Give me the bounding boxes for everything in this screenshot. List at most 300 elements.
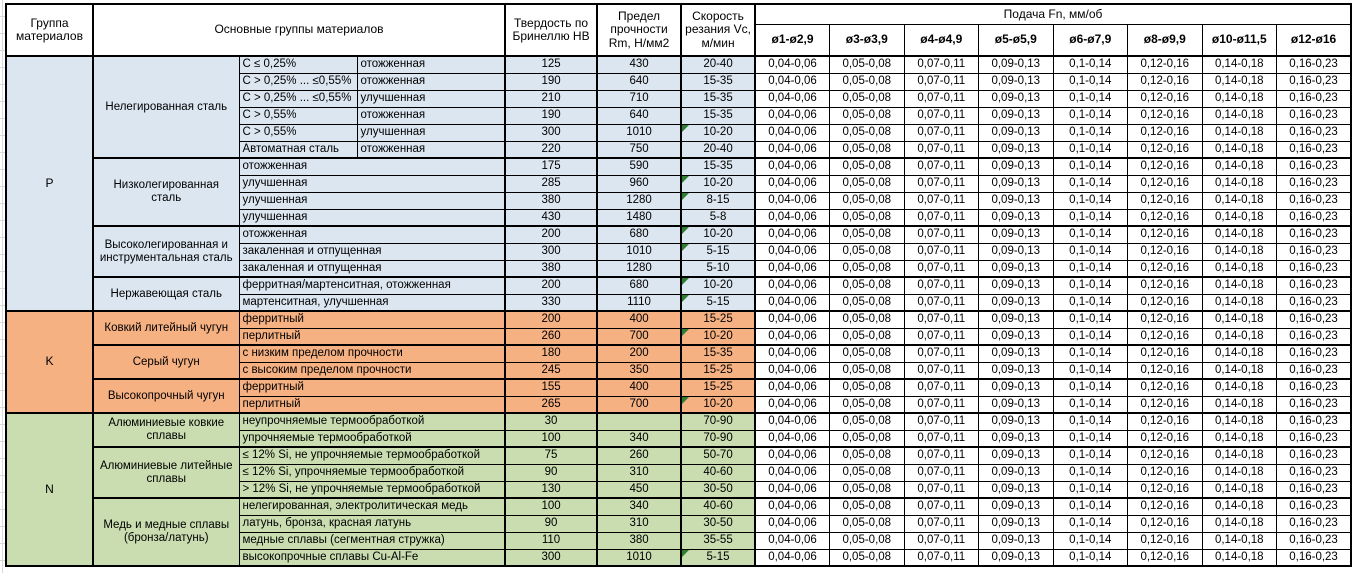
cell-hardness-hb[interactable]: 300 [505,549,597,566]
cell-feed[interactable]: 0,12-0,16 [1128,498,1203,515]
cell-feed[interactable]: 0,12-0,16 [1128,209,1203,226]
cell-strength-rm[interactable]: 400 [597,379,681,396]
cell-feed[interactable]: 0,12-0,16 [1128,328,1203,345]
cell-hardness-hb[interactable]: 190 [505,107,597,124]
cell-feed[interactable]: 0,07-0,11 [904,328,979,345]
cell-feed[interactable]: 0,16-0,23 [1277,90,1352,107]
cell-feed[interactable]: 0,16-0,23 [1277,107,1352,124]
cell-feed[interactable]: 0,12-0,16 [1128,396,1203,413]
cell-feed[interactable]: 0,09-0,13 [979,532,1054,549]
cell-feed[interactable]: 0,16-0,23 [1277,447,1352,464]
cell-feed[interactable]: 0,09-0,13 [979,481,1054,498]
cell-feed[interactable]: 0,1-0,14 [1053,481,1128,498]
cell-feed[interactable]: 0,16-0,23 [1277,362,1352,379]
cell-feed[interactable]: 0,04-0,06 [755,124,830,141]
cell-feed[interactable]: 0,05-0,08 [830,549,905,566]
cell-speed-vc[interactable]: 10-20 [681,124,755,141]
cell-feed[interactable]: 0,07-0,11 [904,481,979,498]
cell-strength-rm[interactable]: 700 [597,328,681,345]
cell-feed[interactable]: 0,07-0,11 [904,430,979,447]
cell-feed[interactable]: 0,12-0,16 [1128,90,1203,107]
cell-strength-rm[interactable]: 310 [597,464,681,481]
cell-feed[interactable]: 0,14-0,18 [1202,549,1277,566]
cell-feed[interactable]: 0,04-0,06 [755,379,830,396]
cell-strength-rm[interactable]: 700 [597,396,681,413]
cell-feed[interactable]: 0,09-0,13 [979,379,1054,396]
cell-hardness-hb[interactable]: 245 [505,362,597,379]
cell-feed[interactable]: 0,07-0,11 [904,396,979,413]
cell-feed[interactable]: 0,04-0,06 [755,345,830,362]
cell-hardness-hb[interactable]: 210 [505,90,597,107]
cell-strength-rm[interactable]: 260 [597,447,681,464]
cell-feed[interactable]: 0,14-0,18 [1202,107,1277,124]
cell-feed[interactable]: 0,09-0,13 [979,56,1054,73]
cell-speed-vc[interactable]: 10-20 [681,277,755,294]
cell-feed[interactable]: 0,1-0,14 [1053,141,1128,158]
cell-feed[interactable]: 0,1-0,14 [1053,498,1128,515]
cell-feed[interactable]: 0,07-0,11 [904,141,979,158]
cell-feed[interactable]: 0,07-0,11 [904,464,979,481]
cell-strength-rm[interactable]: 1280 [597,260,681,277]
cell-speed-vc[interactable]: 10-20 [681,396,755,413]
cell-strength-rm[interactable]: 1010 [597,549,681,566]
cell-feed[interactable]: 0,12-0,16 [1128,107,1203,124]
cell-feed[interactable]: 0,09-0,13 [979,243,1054,260]
cell-description[interactable]: перлитный [239,328,505,345]
cell-feed[interactable]: 0,05-0,08 [830,243,905,260]
cell-feed[interactable]: 0,07-0,11 [904,498,979,515]
cell-feed[interactable]: 0,16-0,23 [1277,413,1352,430]
cell-description[interactable]: нелегированная, электролитическая медь [239,498,505,515]
cell-description[interactable]: ферритная/мартенситная, отожженная [239,277,505,294]
cell-speed-vc[interactable]: 30-50 [681,481,755,498]
header-cutting-speed[interactable]: Скорость резания Vc, м/мин [681,4,755,56]
cell-feed[interactable]: 0,05-0,08 [830,447,905,464]
cell-feed[interactable]: 0,14-0,18 [1202,447,1277,464]
cell-speed-vc[interactable]: 15-25 [681,379,755,396]
cell-feed[interactable]: 0,12-0,16 [1128,362,1203,379]
cell-feed[interactable]: 0,14-0,18 [1202,90,1277,107]
cell-state[interactable]: улучшенная [357,90,505,107]
cell-description[interactable]: ≤ 12% Si, не упрочняемые термообработкой [239,447,505,464]
cell-feed[interactable]: 0,16-0,23 [1277,396,1352,413]
cell-feed[interactable]: 0,1-0,14 [1053,243,1128,260]
cell-feed[interactable]: 0,1-0,14 [1053,362,1128,379]
cell-variant[interactable]: Автоматная сталь [239,141,357,158]
cell-variant[interactable]: C > 0,25% ... ≤0,55% [239,73,357,90]
cell-strength-rm[interactable]: 680 [597,277,681,294]
cell-description[interactable]: отожженная [239,226,505,243]
cell-strength-rm[interactable]: 310 [597,515,681,532]
cell-description[interactable]: медные сплавы (сегментная стружка) [239,532,505,549]
cell-feed[interactable]: 0,14-0,18 [1202,515,1277,532]
cell-feed[interactable]: 0,09-0,13 [979,107,1054,124]
cell-hardness-hb[interactable]: 100 [505,498,597,515]
cell-feed[interactable]: 0,16-0,23 [1277,243,1352,260]
cell-speed-vc[interactable]: 10-20 [681,175,755,192]
cell-feed[interactable]: 0,07-0,11 [904,209,979,226]
cell-feed[interactable]: 0,12-0,16 [1128,379,1203,396]
cell-feed[interactable]: 0,05-0,08 [830,328,905,345]
material-block-cell[interactable]: Серый чугун [93,345,239,379]
cell-hardness-hb[interactable]: 130 [505,481,597,498]
cell-feed[interactable]: 0,05-0,08 [830,430,905,447]
cell-feed[interactable]: 0,16-0,23 [1277,328,1352,345]
cell-feed[interactable]: 0,12-0,16 [1128,226,1203,243]
cell-feed[interactable]: 0,05-0,08 [830,209,905,226]
cell-feed[interactable]: 0,04-0,06 [755,158,830,175]
cell-feed[interactable]: 0,09-0,13 [979,464,1054,481]
cell-hardness-hb[interactable]: 175 [505,158,597,175]
cell-feed[interactable]: 0,09-0,13 [979,175,1054,192]
cell-feed[interactable]: 0,16-0,23 [1277,549,1352,566]
cell-feed[interactable]: 0,05-0,08 [830,124,905,141]
header-tensile-strength[interactable]: Предел прочности Rm, Н/мм2 [597,4,681,56]
cell-strength-rm[interactable] [597,413,681,430]
cell-hardness-hb[interactable]: 180 [505,345,597,362]
cell-strength-rm[interactable]: 200 [597,345,681,362]
cell-feed[interactable]: 0,07-0,11 [904,447,979,464]
cell-strength-rm[interactable]: 450 [597,481,681,498]
cell-state[interactable]: улучшенная [357,124,505,141]
cell-feed[interactable]: 0,14-0,18 [1202,430,1277,447]
cell-strength-rm[interactable]: 640 [597,73,681,90]
cell-speed-vc[interactable]: 40-60 [681,464,755,481]
cell-feed[interactable]: 0,16-0,23 [1277,430,1352,447]
header-feed-diameter-8[interactable]: ø12-ø16 [1277,24,1352,56]
cell-speed-vc[interactable]: 15-35 [681,345,755,362]
cell-feed[interactable]: 0,05-0,08 [830,175,905,192]
cell-feed[interactable]: 0,04-0,06 [755,430,830,447]
header-feed-diameter-6[interactable]: ø8-ø9,9 [1128,24,1203,56]
cell-feed[interactable]: 0,04-0,06 [755,56,830,73]
cell-feed[interactable]: 0,12-0,16 [1128,56,1203,73]
cell-feed[interactable]: 0,1-0,14 [1053,175,1128,192]
cell-feed[interactable]: 0,14-0,18 [1202,158,1277,175]
cell-strength-rm[interactable]: 340 [597,430,681,447]
cell-speed-vc[interactable]: 50-70 [681,447,755,464]
cell-feed[interactable]: 0,16-0,23 [1277,277,1352,294]
cell-feed[interactable]: 0,05-0,08 [830,498,905,515]
cell-hardness-hb[interactable]: 265 [505,396,597,413]
cell-feed[interactable]: 0,09-0,13 [979,192,1054,209]
cell-speed-vc[interactable]: 15-35 [681,73,755,90]
cell-hardness-hb[interactable]: 30 [505,413,597,430]
cell-feed[interactable]: 0,09-0,13 [979,124,1054,141]
cell-feed[interactable]: 0,09-0,13 [979,328,1054,345]
cell-feed[interactable]: 0,14-0,18 [1202,396,1277,413]
cell-feed[interactable]: 0,09-0,13 [979,73,1054,90]
cell-hardness-hb[interactable]: 200 [505,311,597,328]
cell-feed[interactable]: 0,05-0,08 [830,481,905,498]
cell-speed-vc[interactable]: 15-25 [681,362,755,379]
cell-feed[interactable]: 0,05-0,08 [830,277,905,294]
cell-speed-vc[interactable]: 5-15 [681,294,755,311]
cell-feed[interactable]: 0,1-0,14 [1053,311,1128,328]
cell-strength-rm[interactable]: 960 [597,175,681,192]
cell-feed[interactable]: 0,04-0,06 [755,481,830,498]
cell-feed[interactable]: 0,04-0,06 [755,175,830,192]
cell-strength-rm[interactable]: 1010 [597,243,681,260]
group-cell-N[interactable]: N [6,413,93,566]
cell-feed[interactable]: 0,05-0,08 [830,532,905,549]
cell-feed[interactable]: 0,16-0,23 [1277,515,1352,532]
cell-feed[interactable]: 0,07-0,11 [904,277,979,294]
cell-feed[interactable]: 0,14-0,18 [1202,328,1277,345]
cell-speed-vc[interactable]: 10-20 [681,226,755,243]
cell-feed[interactable]: 0,12-0,16 [1128,345,1203,362]
cell-hardness-hb[interactable]: 300 [505,243,597,260]
header-feed-diameter-2[interactable]: ø3-ø3,9 [830,24,905,56]
cell-feed[interactable]: 0,07-0,11 [904,192,979,209]
cell-feed[interactable]: 0,04-0,06 [755,464,830,481]
cell-feed[interactable]: 0,09-0,13 [979,413,1054,430]
cell-feed[interactable]: 0,05-0,08 [830,311,905,328]
cell-feed[interactable]: 0,12-0,16 [1128,124,1203,141]
cell-strength-rm[interactable]: 340 [597,498,681,515]
cell-feed[interactable]: 0,05-0,08 [830,141,905,158]
header-feed-diameter-1[interactable]: ø1-ø2,9 [755,24,830,56]
cell-feed[interactable]: 0,07-0,11 [904,515,979,532]
cell-feed[interactable]: 0,1-0,14 [1053,396,1128,413]
cell-feed[interactable]: 0,12-0,16 [1128,175,1203,192]
cell-speed-vc[interactable]: 5-10 [681,260,755,277]
cell-feed[interactable]: 0,16-0,23 [1277,311,1352,328]
cell-feed[interactable]: 0,16-0,23 [1277,175,1352,192]
cell-description[interactable]: ферритный [239,379,505,396]
cell-feed[interactable]: 0,09-0,13 [979,226,1054,243]
cell-feed[interactable]: 0,12-0,16 [1128,192,1203,209]
cell-description[interactable]: перлитный [239,396,505,413]
cell-feed[interactable]: 0,04-0,06 [755,311,830,328]
cell-feed[interactable]: 0,04-0,06 [755,515,830,532]
cell-feed[interactable]: 0,09-0,13 [979,498,1054,515]
cell-feed[interactable]: 0,09-0,13 [979,141,1054,158]
cell-feed[interactable]: 0,12-0,16 [1128,311,1203,328]
cell-description[interactable]: с высоким пределом прочности [239,362,505,379]
cell-hardness-hb[interactable]: 200 [505,226,597,243]
cell-strength-rm[interactable]: 400 [597,311,681,328]
cell-hardness-hb[interactable]: 380 [505,192,597,209]
cell-strength-rm[interactable]: 710 [597,90,681,107]
cell-feed[interactable]: 0,16-0,23 [1277,481,1352,498]
cell-speed-vc[interactable]: 35-55 [681,532,755,549]
cell-feed[interactable]: 0,04-0,06 [755,226,830,243]
cell-feed[interactable]: 0,09-0,13 [979,260,1054,277]
cell-feed[interactable]: 0,04-0,06 [755,209,830,226]
cell-hardness-hb[interactable]: 200 [505,277,597,294]
cell-feed[interactable]: 0,04-0,06 [755,549,830,566]
cell-feed[interactable]: 0,05-0,08 [830,396,905,413]
cell-speed-vc[interactable]: 5-15 [681,549,755,566]
cell-description[interactable]: закаленная и отпущенная [239,260,505,277]
cell-speed-vc[interactable]: 8-15 [681,192,755,209]
cell-feed[interactable]: 0,04-0,06 [755,243,830,260]
cell-feed[interactable]: 0,09-0,13 [979,277,1054,294]
cell-feed[interactable]: 0,1-0,14 [1053,447,1128,464]
cell-state[interactable]: отожженная [357,141,505,158]
cell-feed[interactable]: 0,1-0,14 [1053,277,1128,294]
cell-feed[interactable]: 0,12-0,16 [1128,277,1203,294]
cell-feed[interactable]: 0,04-0,06 [755,498,830,515]
cell-speed-vc[interactable]: 70-90 [681,413,755,430]
header-material-group[interactable]: Группа материалов [6,4,93,56]
cell-strength-rm[interactable]: 1480 [597,209,681,226]
cell-feed[interactable]: 0,05-0,08 [830,464,905,481]
cell-feed[interactable]: 0,1-0,14 [1053,379,1128,396]
cell-feed[interactable]: 0,16-0,23 [1277,124,1352,141]
cell-hardness-hb[interactable]: 260 [505,328,597,345]
cell-feed[interactable]: 0,09-0,13 [979,447,1054,464]
cell-description[interactable]: упрочняемые термообработкой [239,430,505,447]
cell-speed-vc[interactable]: 15-25 [681,311,755,328]
cell-state[interactable]: отожженная [357,73,505,90]
cell-feed[interactable]: 0,14-0,18 [1202,243,1277,260]
cell-feed[interactable]: 0,09-0,13 [979,362,1054,379]
cell-feed[interactable]: 0,09-0,13 [979,345,1054,362]
cell-feed[interactable]: 0,09-0,13 [979,515,1054,532]
cell-feed[interactable]: 0,04-0,06 [755,362,830,379]
cell-feed[interactable]: 0,14-0,18 [1202,209,1277,226]
cell-variant[interactable]: C > 0,25% ... ≤0,55% [239,90,357,107]
cell-speed-vc[interactable]: 15-35 [681,107,755,124]
cell-feed[interactable]: 0,05-0,08 [830,90,905,107]
cell-feed[interactable]: 0,1-0,14 [1053,260,1128,277]
cell-feed[interactable]: 0,04-0,06 [755,192,830,209]
cell-strength-rm[interactable]: 680 [597,226,681,243]
cell-feed[interactable]: 0,09-0,13 [979,396,1054,413]
cell-feed[interactable]: 0,1-0,14 [1053,192,1128,209]
cell-description[interactable]: улучшенная [239,175,505,192]
material-block-cell[interactable]: Ковкий литейный чугун [93,311,239,345]
cell-feed[interactable]: 0,1-0,14 [1053,413,1128,430]
cell-feed[interactable]: 0,04-0,06 [755,73,830,90]
cell-feed[interactable]: 0,07-0,11 [904,294,979,311]
cell-strength-rm[interactable]: 590 [597,158,681,175]
cell-strength-rm[interactable]: 380 [597,532,681,549]
cell-feed[interactable]: 0,12-0,16 [1128,515,1203,532]
cell-hardness-hb[interactable]: 220 [505,141,597,158]
cell-feed[interactable]: 0,14-0,18 [1202,481,1277,498]
cell-feed[interactable]: 0,07-0,11 [904,362,979,379]
cell-hardness-hb[interactable]: 125 [505,56,597,73]
cell-strength-rm[interactable]: 1010 [597,124,681,141]
cell-feed[interactable]: 0,16-0,23 [1277,158,1352,175]
cell-feed[interactable]: 0,14-0,18 [1202,413,1277,430]
cell-feed[interactable]: 0,16-0,23 [1277,294,1352,311]
cell-feed[interactable]: 0,14-0,18 [1202,175,1277,192]
cell-description[interactable]: улучшенная [239,209,505,226]
cell-feed[interactable]: 0,16-0,23 [1277,226,1352,243]
cell-feed[interactable]: 0,09-0,13 [979,311,1054,328]
cell-feed[interactable]: 0,04-0,06 [755,328,830,345]
cell-speed-vc[interactable]: 5-8 [681,209,755,226]
cell-feed[interactable]: 0,05-0,08 [830,260,905,277]
cell-description[interactable]: ферритный [239,311,505,328]
cell-description[interactable]: с низким пределом прочности [239,345,505,362]
cell-feed[interactable]: 0,05-0,08 [830,56,905,73]
cell-description[interactable]: закаленная и отпущенная [239,243,505,260]
cell-feed[interactable]: 0,04-0,06 [755,277,830,294]
cell-feed[interactable]: 0,07-0,11 [904,90,979,107]
cell-hardness-hb[interactable]: 90 [505,515,597,532]
cell-feed[interactable]: 0,12-0,16 [1128,447,1203,464]
cell-feed[interactable]: 0,12-0,16 [1128,260,1203,277]
cell-variant[interactable]: C > 0,55% [239,124,357,141]
cell-feed[interactable]: 0,04-0,06 [755,413,830,430]
cell-feed[interactable]: 0,14-0,18 [1202,260,1277,277]
cell-hardness-hb[interactable]: 190 [505,73,597,90]
cell-speed-vc[interactable]: 5-15 [681,243,755,260]
cell-hardness-hb[interactable]: 380 [505,260,597,277]
cell-description[interactable]: > 12% Si, не упрочняемые термообработкой [239,481,505,498]
cell-description[interactable]: неупрочняемые термообработкой [239,413,505,430]
cell-strength-rm[interactable]: 750 [597,141,681,158]
cell-feed[interactable]: 0,12-0,16 [1128,413,1203,430]
material-block-cell[interactable]: Высоколегированная и инструментальная сталь [93,226,239,277]
cell-feed[interactable]: 0,14-0,18 [1202,192,1277,209]
cell-strength-rm[interactable]: 1280 [597,192,681,209]
cell-feed[interactable]: 0,05-0,08 [830,515,905,532]
cell-hardness-hb[interactable]: 110 [505,532,597,549]
cell-feed[interactable]: 0,14-0,18 [1202,277,1277,294]
cell-feed[interactable]: 0,1-0,14 [1053,158,1128,175]
cell-hardness-hb[interactable]: 100 [505,430,597,447]
cell-variant[interactable]: C ≤ 0,25% [239,56,357,73]
cell-feed[interactable]: 0,05-0,08 [830,294,905,311]
cell-speed-vc[interactable]: 20-40 [681,56,755,73]
material-block-cell[interactable]: Алюминиевые ковкие сплавы [93,413,239,447]
cell-feed[interactable]: 0,1-0,14 [1053,515,1128,532]
cell-hardness-hb[interactable]: 430 [505,209,597,226]
cell-feed[interactable]: 0,14-0,18 [1202,124,1277,141]
cell-feed[interactable]: 0,16-0,23 [1277,56,1352,73]
header-feed-diameter-7[interactable]: ø10-ø11,5 [1202,24,1277,56]
cell-description[interactable]: мартенситная, улучшенная [239,294,505,311]
material-block-cell[interactable]: Высокопрочный чугун [93,379,239,413]
cell-speed-vc[interactable]: 30-50 [681,515,755,532]
cell-description[interactable]: ≤ 12% Si, упрочняемые термообработкой [239,464,505,481]
cell-feed[interactable]: 0,07-0,11 [904,345,979,362]
material-block-cell[interactable]: Низколегированная сталь [93,158,239,226]
cell-hardness-hb[interactable]: 75 [505,447,597,464]
cell-feed[interactable]: 0,09-0,13 [979,549,1054,566]
cell-feed[interactable]: 0,04-0,06 [755,107,830,124]
cell-feed[interactable]: 0,07-0,11 [904,107,979,124]
cell-speed-vc[interactable]: 10-20 [681,328,755,345]
header-feed-diameter-4[interactable]: ø5-ø5,9 [979,24,1054,56]
cell-feed[interactable]: 0,14-0,18 [1202,73,1277,90]
cell-state[interactable]: отожженная [357,107,505,124]
cell-feed[interactable]: 0,04-0,06 [755,294,830,311]
cell-hardness-hb[interactable]: 155 [505,379,597,396]
cell-feed[interactable]: 0,1-0,14 [1053,124,1128,141]
cell-description[interactable]: отожженная [239,158,505,175]
cell-feed[interactable]: 0,07-0,11 [904,226,979,243]
cell-feed[interactable]: 0,16-0,23 [1277,498,1352,515]
material-block-cell[interactable]: Нержавеющая сталь [93,277,239,311]
cell-speed-vc[interactable]: 70-90 [681,430,755,447]
cell-description[interactable]: латунь, бронза, красная латунь [239,515,505,532]
cell-feed[interactable]: 0,14-0,18 [1202,379,1277,396]
cell-feed[interactable]: 0,05-0,08 [830,413,905,430]
cell-speed-vc[interactable]: 15-35 [681,90,755,107]
cell-strength-rm[interactable]: 350 [597,362,681,379]
cell-feed[interactable]: 0,16-0,23 [1277,532,1352,549]
cell-feed[interactable]: 0,04-0,06 [755,447,830,464]
cell-strength-rm[interactable]: 430 [597,56,681,73]
cell-feed[interactable]: 0,07-0,11 [904,56,979,73]
